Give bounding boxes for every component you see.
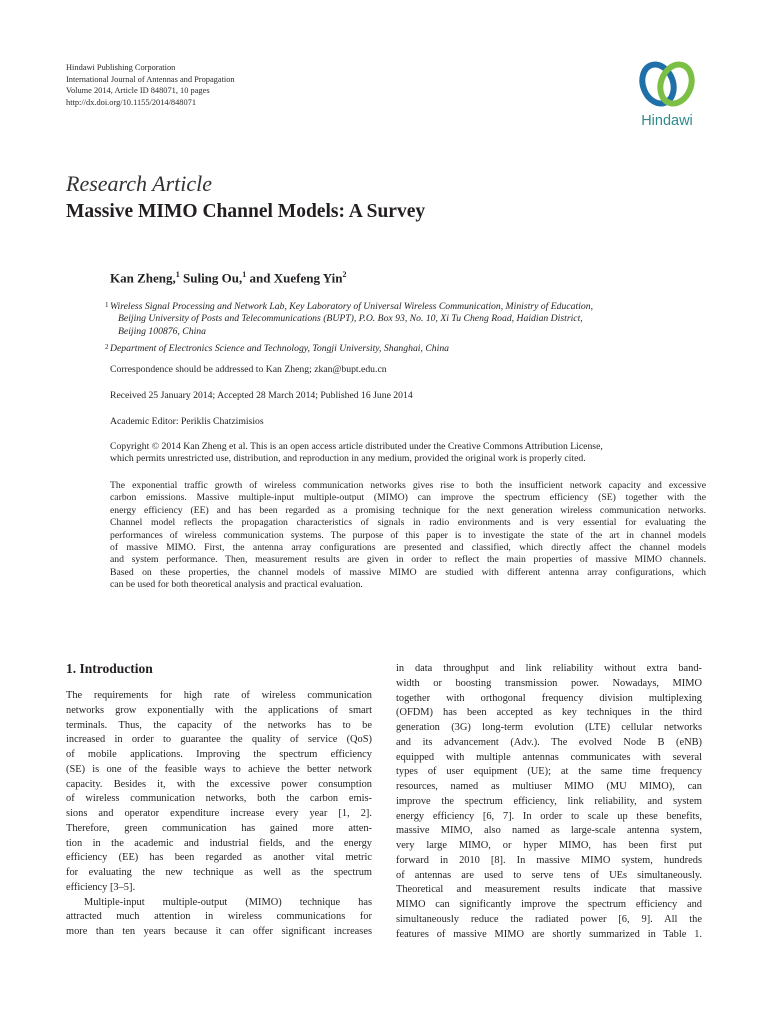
body-line: equipped with multiple antennas communicates with several: [396, 751, 702, 763]
body-line: tion in the academic and industrial fields, and the energy: [66, 837, 372, 849]
abstract-line: of massive MIMO. First, the antenna array configurations are presented and classified, which directly affect the channel models: [110, 542, 706, 554]
body-line: Multiple-input multiple-output (MIMO) technique has: [84, 896, 372, 908]
body-line: massive MIMO, also named as large-scale antenna system,: [396, 825, 702, 837]
body-line: and its advancement (Adv.). The evolved Node B (eNB): [396, 736, 702, 748]
hindawi-wordmark: Hindawi: [641, 113, 693, 129]
affiliation-number: 1: [105, 301, 109, 309]
author-name: Kan Zheng,: [110, 270, 176, 286]
section-heading: 1. Introduction: [66, 661, 153, 676]
volume-line: Volume 2014, Article ID 848071, 10 pages: [66, 86, 210, 96]
author-name: and Xuefeng Yin: [246, 270, 343, 286]
body-line: efficiency (EE) has been regarded as another vital metric: [66, 852, 372, 864]
abstract-line: can be used for both theoretical analysis and practical evaluation.: [110, 579, 363, 591]
affiliation-mark: 1: [242, 270, 247, 279]
body-line: capacity. Besides it, with the excessive power consumption: [66, 778, 372, 790]
body-line: width or boosting transmission power. Nowadays, MIMO: [396, 677, 702, 689]
right-column: [396, 662, 702, 942]
correspondence: Correspondence should be addressed to Kan Zheng; zkan@bupt.edu.cn: [110, 364, 387, 375]
copyright-notice: [110, 441, 706, 466]
body-line: MIMO can significantly improve the spectrum efficiency and: [396, 899, 702, 910]
body-line: features of massive MIMO are shortly summarized in Table 1.: [396, 928, 702, 940]
paper-title: Massive MIMO Channel Models: A Survey: [66, 201, 426, 222]
body-line: types of user equipment (UE); at the same time frequency: [396, 766, 702, 778]
academic-editor: Academic Editor: Periklis Chatzimisios: [110, 416, 264, 427]
body-line: forward in 2010 [8]. In massive MIMO system, hundreds: [396, 854, 702, 866]
affiliation-1: [105, 301, 710, 338]
body-line: terminals. Thus, the capacity of the networks has to be: [66, 719, 372, 731]
author-name: Suling Ou,: [179, 270, 243, 286]
abstract-line: Based on these properties, the channel models of massive MIMO are studied with different antenna array configurations, which: [110, 566, 706, 578]
body-line: (OFDM) has been accepted as key techniques in the third: [396, 707, 702, 719]
body-line: improve the spectrum efficiency, link reliability, and system: [396, 795, 702, 807]
abstract: [110, 480, 706, 592]
body-line: more than ten years because it can offer significant increases: [66, 926, 372, 937]
copyright-line: Copyright © 2014 Kan Zheng et al. This is an open access article distributed under the Creative Commons Attribution License,: [110, 441, 603, 452]
affiliation-number: 2: [105, 343, 109, 351]
abstract-line: carbon emissions. Massive multiple-input multiple-output (MIMO) can improve the spectrum efficiency (SE) together with the: [110, 492, 706, 504]
body-line: Theoretical and measurement results indicate that massive: [396, 884, 702, 896]
left-column: [66, 689, 372, 940]
author-list: [110, 270, 346, 286]
body-line: of wireless communication networks, both the carbon emis-: [66, 793, 372, 805]
article-type: Research Article: [66, 171, 213, 196]
abstract-line: Channel model reflects the propagation characteristics of signals in radio environments and is very essential for evaluating the: [110, 517, 706, 529]
body-line: for evaluating the new technique as well as the spectrum: [66, 867, 372, 878]
body-line: very large MIMO, or hyper MIMO, has been first put: [396, 840, 702, 851]
affiliation-mark: 2: [342, 270, 347, 279]
copyright-line: which permits unrestricted use, distribution, and reproduction in any medium, provided the original work is properly cited.: [110, 453, 586, 465]
body-line: attracted much attention in wireless communications for: [66, 911, 372, 923]
affiliation-2: [105, 343, 710, 355]
body-line: resources, named as multiuser MIMO (MU MIMO), can: [396, 781, 702, 792]
body-line: energy efficiency [6, 7]. In order to scale up these benefits,: [396, 810, 702, 822]
hindawi-rings-icon: [638, 58, 696, 110]
body-line: simultaneously reduce the radiated power [6, 9]. All the: [396, 913, 702, 925]
abstract-line: The exponential traffic growth of wireless communication networks gives rise to both the insufficient network capacity and excessive: [110, 480, 706, 491]
body-line: (SE) is one of the feasible ways to achieve the better network: [66, 763, 372, 775]
body-line: sions and operator expenditure increase every year [1, 2].: [66, 808, 372, 819]
body-line: together with orthogonal frequency division multiplexing: [396, 692, 702, 704]
affiliation-line: Beijing 100876, China: [118, 325, 206, 337]
body-line: Therefore, green communication has gained more atten-: [66, 822, 372, 834]
body-line: networks grow exponentially with the applications of smart: [66, 704, 372, 716]
abstract-line: and system performance. Then, measurement results are given in order to reflect the main properties of massive MIMO channels.: [110, 554, 706, 566]
body-line: increased in order to guarantee the quality of service (QoS): [66, 734, 372, 746]
body-line: The requirements for high rate of wireless communication: [66, 690, 372, 701]
body-line: in data throughput and link reliability without extra band-: [396, 663, 702, 674]
body-line: efficiency [3–5].: [66, 881, 136, 893]
journal-header: [66, 62, 235, 108]
body-line: generation (3G) long-term evolution (LTE) cellular networks: [396, 722, 702, 733]
abstract-line: performances of wireless communication systems. The purpose of this paper is to investigate the state of the art in channel models: [110, 529, 706, 541]
affiliation-line: Wireless Signal Processing and Network Lab, Key Laboratory of Universal Wireless Communication, Ministry of Education,: [110, 301, 594, 312]
affiliation-line: Department of Electronics Science and Technology, Tongji University, Shanghai, China: [110, 343, 450, 354]
publication-dates: Received 25 January 2014; Accepted 28 March 2014; Published 16 June 2014: [110, 390, 413, 401]
affiliation-line: Beijing University of Posts and Telecommunications (BUPT), P.O. Box 93, No. 10, Xi Tu Cheng Road, Haidian District,: [118, 313, 583, 325]
doi-link[interactable]: http://dx.doi.org/10.1155/2014/848071: [66, 97, 197, 107]
publisher-line: Hindawi Publishing Corporation: [66, 63, 176, 72]
body-line: of mobile applications. Improving the spectrum efficiency: [66, 749, 372, 760]
journal-line: International Journal of Antennas and Propagation: [66, 74, 235, 84]
hindawi-logo: [626, 58, 708, 134]
abstract-line: energy efficiency (EE) and has been regarded as a promising technique for the next generation wireless communication networks.: [110, 504, 706, 516]
body-line: of antennas are used to serve tens of UEs simultaneously.: [396, 869, 702, 881]
affiliation-mark: 1: [175, 270, 180, 279]
